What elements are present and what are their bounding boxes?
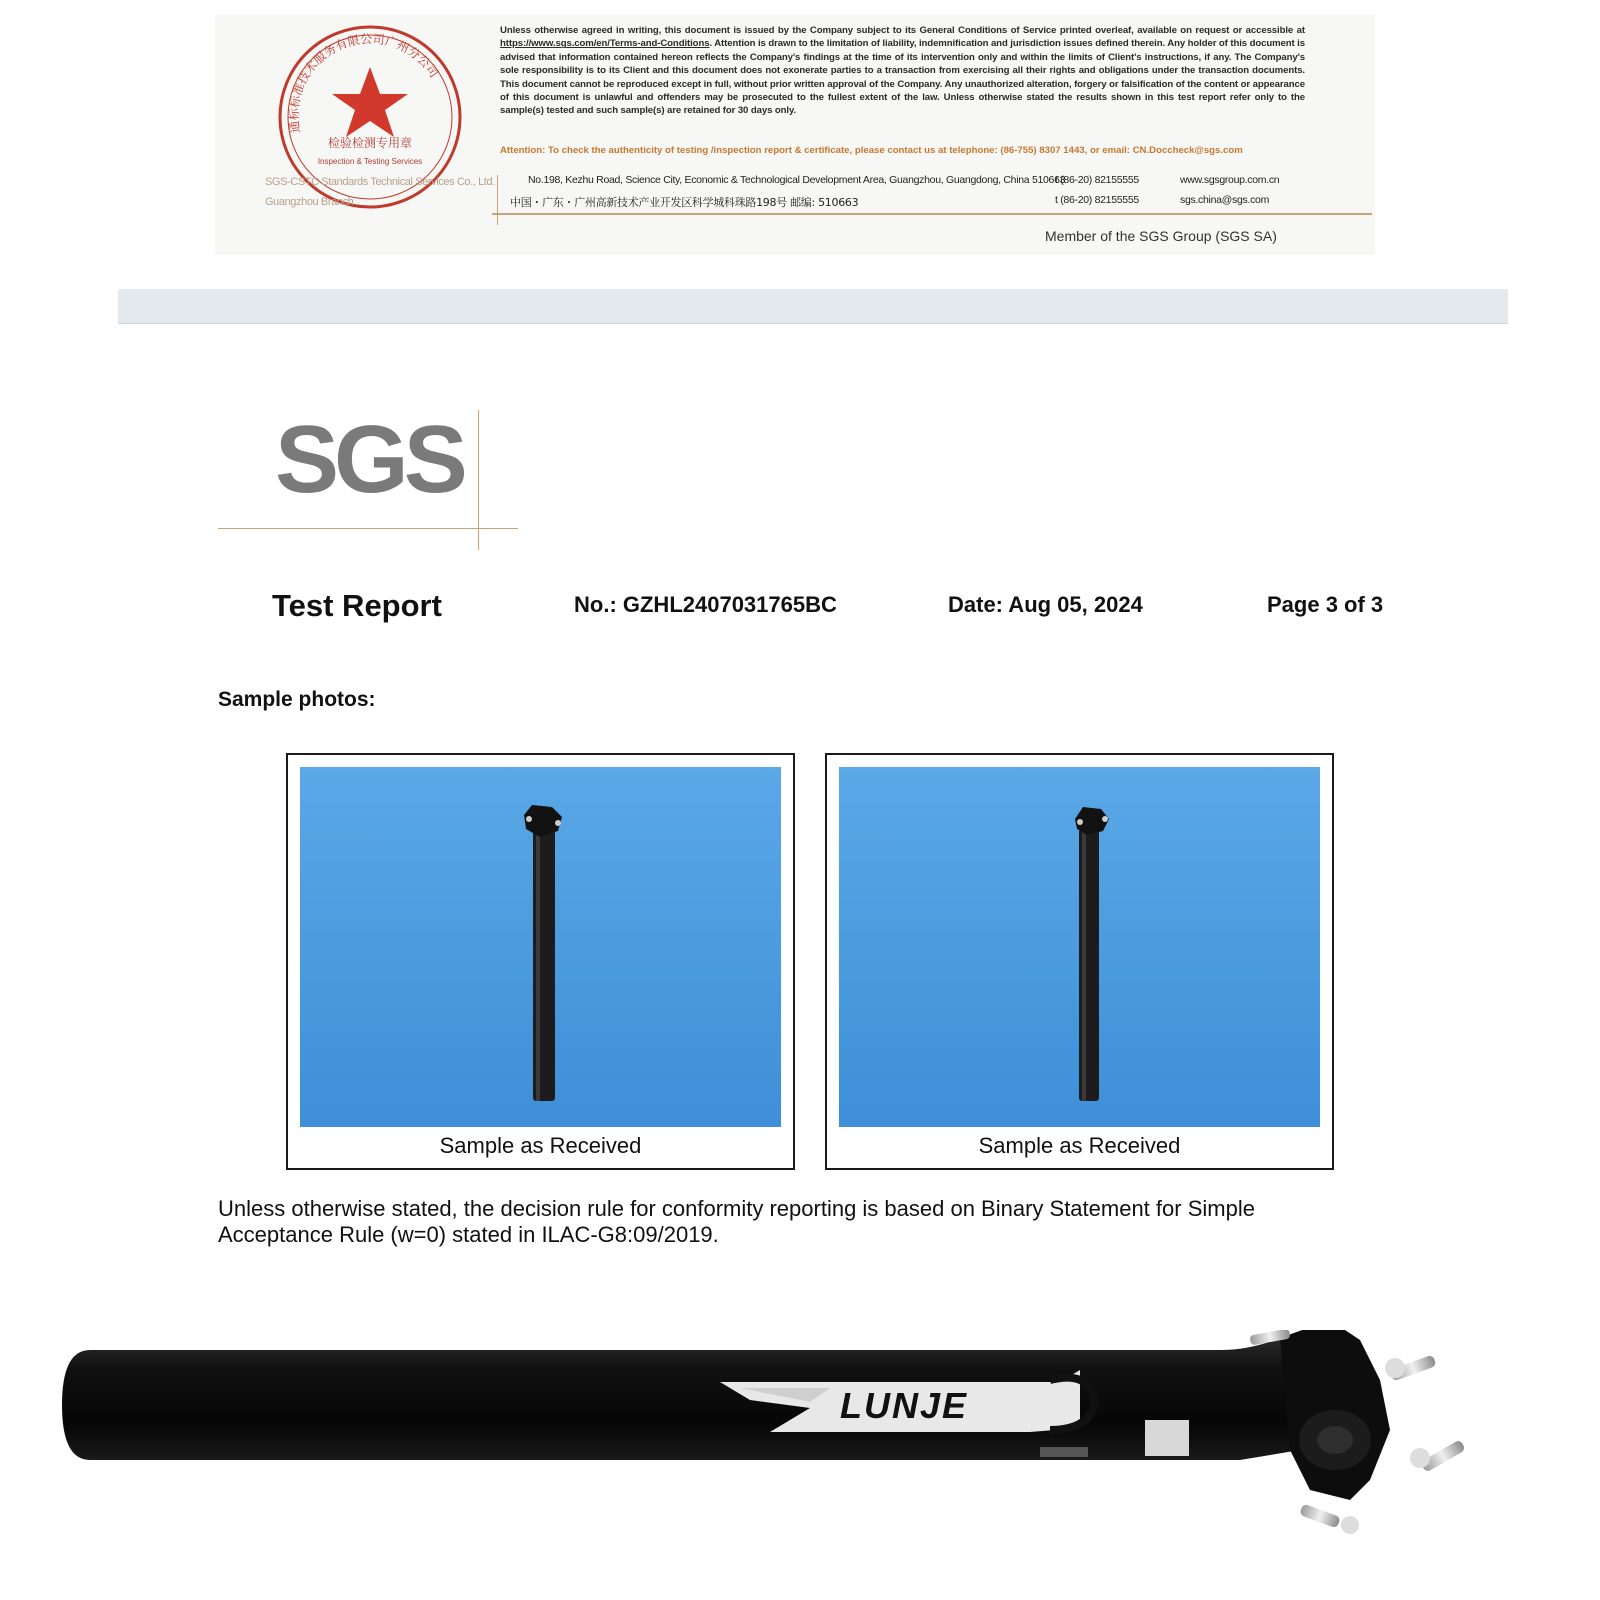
sample-photo-1 [300, 767, 781, 1127]
address-cn: 中国・广东・广州高新技术产业开发区科学城科珠路198号 邮编: 510663 [510, 196, 859, 209]
email-link[interactable]: sgs.china@sgs.com [1180, 194, 1270, 206]
terms-link[interactable]: https://www.sgs.com/en/Terms-and-Conditions [500, 38, 710, 50]
report-title: Test Report [272, 588, 442, 623]
member-text: Member of the SGS Group (SGS SA) [1045, 228, 1277, 244]
report-date: Date: Aug 05, 2024 [948, 592, 1143, 617]
photo-caption-2: Sample as Received [978, 1133, 1181, 1158]
report-number: No.: GZHL2407031765BC [574, 592, 837, 617]
seal-inner-en: Inspection & Testing Services [317, 157, 423, 166]
website-link[interactable]: www.sgsgroup.com.cn [1180, 174, 1280, 186]
star-icon [332, 67, 408, 137]
page-divider [118, 289, 1508, 324]
sample-photo-frame-1 [286, 753, 795, 1170]
footer-rule [492, 213, 1372, 215]
phone-2: t (86-20) 82155555 [1055, 194, 1139, 206]
seal-inner-cn: 检验检测专用章 [327, 136, 413, 150]
attention-text: Attention: To check the authenticity of testing /inspection report & certificate, please contact us at telephone: (86-755) 8307 1443, or email: CN.Doccheck@sgs.com [500, 145, 1243, 156]
phone-1: t (86-20) 82155555 [1055, 174, 1139, 186]
footer-vertical-rule [497, 175, 498, 225]
address-en: No.198, Kezhu Road, Science City, Economic & Technological Development Area, Guangzhou, Guangdong, China 510663 [528, 174, 1066, 186]
sample-photo-frame-2 [825, 753, 1334, 1170]
page-indicator: Page 3 of 3 [1267, 592, 1384, 617]
seatpost-product-image [50, 1330, 1510, 1600]
brand-logo-text: LUNJE [840, 1385, 969, 1426]
disclaimer-text: Unless otherwise agreed in writing, this document is issued by the Company subject to its General Conditions of Service printed overleaf, available on request or accessible at https://www.sgs.com/en/Terms-and-Conditions. Attention is drawn to the limitation of liability, indemnification and jurisdiction issues defined therein. Any holder of this document is advised that information contained hereon reflects the Company's findings at the time of its intervention only and within the limits of Client's instructions, if any. The Company's sole responsibility is to its Client and this document does not exonerate parties to a transaction from exercising all their rights and obligations under the transaction documents. This document cannot be reproduced except in full, without prior written approval of the Company. Any unauthorized alteration, forgery or falsification of the content or appearance of this document is unlawful and offenders may be prosecuted to the fullest extent of the law. Unless otherwise stated the results shown in this test report refer only to the sample(s) tested and such sample(s) are retained for 30 days only. [500, 25, 1305, 117]
sgs-logo: SGS [275, 406, 463, 513]
section-title: Sample photos: [218, 688, 376, 711]
logo-vertical-rule [478, 410, 479, 550]
sample-photo-2 [839, 767, 1320, 1127]
photo-caption-1: Sample as Received [439, 1133, 642, 1158]
stamp-caption: SGS-CSTC Standards Technical Services Co., Ltd. Guangzhou Branch [265, 176, 495, 208]
logo-horizontal-rule [218, 528, 518, 529]
seal-arc-text: 通标标准技术服务有限公司广州分公司 [286, 31, 442, 134]
decision-rule-text: Unless otherwise stated, the decision rule for conformity reporting is based on Binary Statement for Simple Acceptance Rule (w=0) stated in ILAC-G8:09/2019. [218, 1196, 1255, 1247]
